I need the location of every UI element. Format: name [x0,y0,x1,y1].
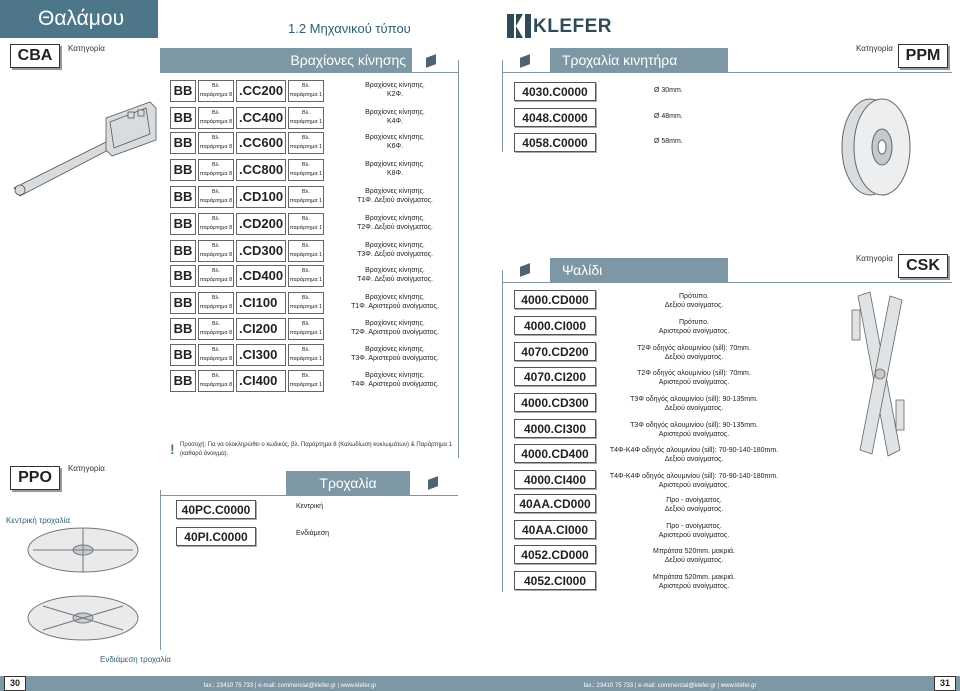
page-number: 31 [934,676,956,691]
description [604,369,784,387]
ref-label: Βλ. [302,189,310,195]
product-code: 4000.CD300 [514,393,596,412]
product-code: 4058.C0000 [514,133,596,152]
description [330,319,460,337]
product-code-cell: .CI200 [236,318,286,340]
appendix-ref-cell [198,132,234,154]
category-code-ppo: PPO [10,466,60,490]
appendix-ref-cell [288,132,324,154]
description [604,395,784,413]
description-line: Ø 30mm. [654,87,683,94]
description [330,293,460,311]
category-code-cba: CBA [10,44,60,68]
description [604,547,784,565]
ref-label: παράρτημα 8 [199,144,233,150]
product-code: 40PC.C0000 [176,500,256,519]
description [330,187,460,205]
description [654,112,834,121]
prefix-cell: BB [170,107,196,129]
appendix-ref-cell [288,186,324,208]
ref-label: Βλ. [302,321,310,327]
page-number: 30 [4,676,26,691]
pulley-image [8,506,158,654]
product-code: 4000.CI400 [514,470,596,489]
description-line: Ø 58mm. [654,138,683,145]
ref-label: Βλ. [302,295,310,301]
appendix-ref-cell [198,213,234,235]
description-line: Τ4Φ-Κ4Φ οδηγός αλουμινίου (sill): 70-90-140-180mm. [609,447,779,454]
description [604,421,784,439]
appendix-ref-cell [198,107,234,129]
section-bar-arms: Βραχίονες κίνησης [160,48,412,72]
product-code: 40PI.C0000 [176,527,256,546]
brand-logo [505,12,615,40]
ref-label: Βλ. [212,135,220,141]
description-line: Κ4Φ. [386,118,404,125]
divider [502,270,503,592]
intermediate-pulley-label: Ενδιάμεση τροχαλία [100,655,171,664]
description-line: Μπράτσα 520mm. μακριά. [652,548,735,555]
product-code: 4070.CI200 [514,367,596,386]
description-line: Τ1Φ. Δεξιού ανοίγματος. [357,197,433,204]
product-code-cell: .CD200 [236,213,286,235]
category-label: Κατηγορία [856,44,893,53]
footer-contact: fax.: 23410 75 733 | e-mail: commercial@klefer.gr | www.klefer.gr [203,683,377,689]
product-code: 4000.CI300 [514,419,596,438]
ref-label: Βλ. [302,243,310,249]
appendix-ref-cell [198,186,234,208]
section-subtitle: 1.2 Μηχανικού τύπου [288,21,411,36]
divider [502,282,952,283]
description-line: Αριστερού ανοίγματος. [658,583,730,590]
description-line: Κ2Φ. [386,91,404,98]
description-line: Τ2Φ. Δεξιού ανοίγματος. [357,224,433,231]
description [330,345,460,363]
ref-label: παράρτημα 1 [289,144,323,150]
ref-label: Βλ. [212,216,220,222]
description-line: Μπράτσα 520mm. μακριά. [652,574,735,581]
section-bar-scissors: Ψαλίδι [550,258,728,282]
appendix-ref-cell [198,292,234,314]
description-line: Τ3Φ. Αριστερού ανοίγματος. [351,355,439,362]
prefix-cell: BB [170,370,196,392]
footer-contact: fax.: 23410 75 733 | e-mail: commercial@klefer.gr | www.klefer.gr [583,683,757,689]
description-line: Δεξιού ανοίγματος. [664,456,724,463]
product-code-cell: .CC600 [236,132,286,154]
description-line: Τ2Φ οδηγός αλουμινίου (sill): 70mm. [637,370,751,377]
ref-label: παράρτημα 1 [289,330,323,336]
ref-label: Βλ. [302,347,310,353]
appendix-ref-cell [198,265,234,287]
description [604,522,784,540]
appendix-ref-cell [288,265,324,287]
description [604,573,784,591]
appendix-ref-cell [198,159,234,181]
ref-label: παράρτημα 8 [199,304,233,310]
ref-label: παράρτημα 8 [199,252,233,258]
ref-label: παράρτημα 1 [289,225,323,231]
product-code: 4000.CI000 [514,316,596,335]
product-code: 40AA.CD000 [514,494,596,513]
description-line: Βραχίονες κίνησης. [365,161,425,168]
product-code-cell: .CD100 [236,186,286,208]
cube-icon [428,476,438,490]
ref-label: παράρτημα 1 [289,92,323,98]
ref-label: παράρτημα 8 [199,356,233,362]
product-code-cell: .CC400 [236,107,286,129]
description-line: Τ3Φ οδηγός αλουμινίου (sill): 90-135mm. [630,396,758,403]
ref-label: Βλ. [212,110,220,116]
description-line: Δεξιού ανοίγματος. [664,506,724,513]
description-line: Δεξιού ανοίγματος. [664,302,724,309]
ref-label: Βλ. [212,268,220,274]
ref-label: Βλ. [302,162,310,168]
description-line: Τ2Φ. Αριστερού ανοίγματος. [351,329,439,336]
description-line: Αριστερού ανοίγματος. [658,532,730,539]
product-code-cell: .CC200 [236,80,286,102]
ref-label: παράρτημα 8 [199,198,233,204]
prefix-cell: BB [170,80,196,102]
motor-pulley-image [830,92,920,202]
door-arm-image [10,100,160,210]
description-line: Τ4Φ. Αριστερού ανοίγματος. [351,381,439,388]
description [604,446,784,464]
description [330,371,460,389]
ref-label: Βλ. [212,347,220,353]
warning-icon: ! [170,441,175,457]
ref-label: Βλ. [302,268,310,274]
ref-label: Βλ. [302,135,310,141]
description-line: Πρότυπο. [679,293,709,300]
appendix-ref-cell [288,159,324,181]
description-line: Βραχίονες κίνησης. [365,134,425,141]
description-line: Βραχίονες κίνησης. [365,188,425,195]
description-line: Πρότυπο. [679,319,709,326]
description-line: Βραχίονες κίνησης. [365,372,425,379]
description [330,266,460,284]
product-code: 4030.C0000 [514,82,596,101]
product-code-cell: .CI400 [236,370,286,392]
description-line: Κ6Φ. [386,143,404,150]
divider [502,72,952,73]
category-label: Κατηγορία [68,464,105,473]
klefer-logo-icon [505,12,533,40]
description-line: Ενδιάμεση [296,530,330,537]
appendix-ref-cell [198,318,234,340]
ref-label: Βλ. [212,243,220,249]
description [330,241,460,259]
product-code: 4070.CD200 [514,342,596,361]
ref-label: παράρτημα 8 [199,330,233,336]
description [330,160,460,178]
ref-label: παράρτημα 1 [289,277,323,283]
appendix-ref-cell [288,318,324,340]
ref-label: παράρτημα 1 [289,198,323,204]
description-line: Προ - ανοίγματος. [666,523,722,530]
description [330,81,460,99]
description-line: Τ3Φ οδηγός αλουμινίου (sill): 90-135mm. [630,422,758,429]
category-code-csk: CSK [898,254,948,278]
description [604,318,784,336]
appendix-ref-cell [288,292,324,314]
description [604,496,784,514]
description-line: Κεντρική [296,503,323,510]
appendix-ref-cell [198,370,234,392]
description-line: Δεξιού ανοίγματος. [664,557,724,564]
ref-label: Βλ. [212,162,220,168]
appendix-ref-cell [198,80,234,102]
cube-icon [520,263,530,277]
appendix-ref-cell [288,370,324,392]
description-line: Τ1Φ. Αριστερού ανοίγματος. [351,303,439,310]
description-line: Ø 48mm. [654,113,683,120]
divider [160,490,161,650]
ref-label: παράρτημα 8 [199,225,233,231]
ref-label: παράρτημα 8 [199,277,233,283]
ref-label: Βλ. [212,373,220,379]
divider [160,495,458,496]
description [654,86,834,95]
ref-label: Βλ. [302,110,310,116]
description-line: Βραχίονες κίνησης. [365,267,425,274]
ref-label: Βλ. [212,321,220,327]
description-line: Τ3Φ. Δεξιού ανοίγματος. [357,251,433,258]
divider [502,60,503,152]
ref-label: παράρτημα 8 [199,119,233,125]
ref-label: παράρτημα 8 [199,171,233,177]
page-title: Θαλάμου [0,0,158,38]
description [296,529,476,538]
ref-label: παράρτημα 8 [199,92,233,98]
divider [160,72,458,73]
prefix-cell: BB [170,344,196,366]
description-line: Βραχίονες κίνησης. [365,82,425,89]
section-bar-motor-pulley: Τροχαλία κινητήρα [550,48,728,72]
description [330,108,460,126]
ref-label: παράρτημα 1 [289,356,323,362]
prefix-cell: BB [170,186,196,208]
ref-label: Βλ. [212,295,220,301]
ref-label: παράρτημα 1 [289,171,323,177]
ref-label: παράρτημα 1 [289,119,323,125]
product-code: 4000.CD400 [514,444,596,463]
product-code: 4052.CI000 [514,571,596,590]
product-code-cell: .CD300 [236,240,286,262]
prefix-cell: BB [170,240,196,262]
description-line: Τ2Φ οδηγός αλουμινίου (sill): 70mm. [637,345,751,352]
description-line: Βραχίονες κίνησης. [365,215,425,222]
appendix-ref-cell [288,80,324,102]
description [604,472,784,490]
appendix-ref-cell [198,344,234,366]
brand-name: KLEFER [533,16,612,37]
description-line: Δεξιού ανοίγματος. [664,405,724,412]
ref-label: παράρτημα 1 [289,304,323,310]
product-code: 4048.C0000 [514,108,596,127]
ref-label: παράρτημα 8 [199,382,233,388]
ref-label: Βλ. [302,83,310,89]
appendix-ref-cell [198,240,234,262]
category-code-ppm: PPM [898,44,948,68]
description [604,344,784,362]
ref-label: Βλ. [302,373,310,379]
description-line: Βραχίονες κίνησης. [365,320,425,327]
description [330,214,460,232]
category-label: Κατηγορία [856,254,893,263]
description-line: Αριστερού ανοίγματος. [658,482,730,489]
appendix-ref-cell [288,213,324,235]
description [654,137,834,146]
product-code-cell: .CI100 [236,292,286,314]
prefix-cell: BB [170,213,196,235]
description-line: Βραχίονες κίνησης. [365,242,425,249]
product-code: 4000.CD000 [514,290,596,309]
appendix-ref-cell [288,344,324,366]
description-line: Προ - ανοίγματος. [666,497,722,504]
product-code-cell: .CD400 [236,265,286,287]
description-line: Αριστερού ανοίγματος. [658,328,730,335]
ref-label: παράρτημα 1 [289,382,323,388]
description-line: Δεξιού ανοίγματος. [664,354,724,361]
description-line: Τ4Φ. Δεξιού ανοίγματος. [357,276,433,283]
cube-icon [520,54,530,68]
prefix-cell: BB [170,292,196,314]
note-text: Προσοχή: Για να ολοκληρώθει ο κωδικός, βλ. Παράρτημα 8 (Καλωδίωση κυκλωμάτων) & Παράρτημα 1 (καθαρό άνοιγμα). [180,442,453,457]
prefix-cell: BB [170,132,196,154]
ref-label: Βλ. [212,83,220,89]
scissor-arm-image [850,290,910,460]
description-line: Βραχίονες κίνησης. [365,294,425,301]
prefix-cell: BB [170,159,196,181]
description [330,133,460,151]
description [296,502,476,511]
section-bar-pulley: Τροχαλία [286,471,410,495]
central-pulley-label: Κεντρική τροχαλία [6,516,71,525]
description-line: Βραχίονες κίνησης. [365,109,425,116]
product-code-cell: .CI300 [236,344,286,366]
description-line: Κ8Φ. [386,170,404,177]
prefix-cell: BB [170,318,196,340]
appendix-ref-cell [288,240,324,262]
cube-icon [426,54,436,68]
ref-label: Βλ. [212,189,220,195]
description-line: Αριστερού ανοίγματος. [658,431,730,438]
description [604,292,784,310]
category-label: Κατηγορία [68,44,105,53]
description-line: Αριστερού ανοίγματος. [658,379,730,386]
description-line: Τ4Φ-Κ4Φ οδηγός αλουμινίου (sill): 70-90-140-180mm. [609,473,779,480]
appendix-ref-cell [288,107,324,129]
product-code-cell: .CC800 [236,159,286,181]
prefix-cell: BB [170,265,196,287]
description-line: Βραχίονες κίνησης. [365,346,425,353]
ref-label: Βλ. [302,216,310,222]
product-code: 40AA.CI000 [514,520,596,539]
ref-label: παράρτημα 1 [289,252,323,258]
product-code: 4052.CD000 [514,545,596,564]
